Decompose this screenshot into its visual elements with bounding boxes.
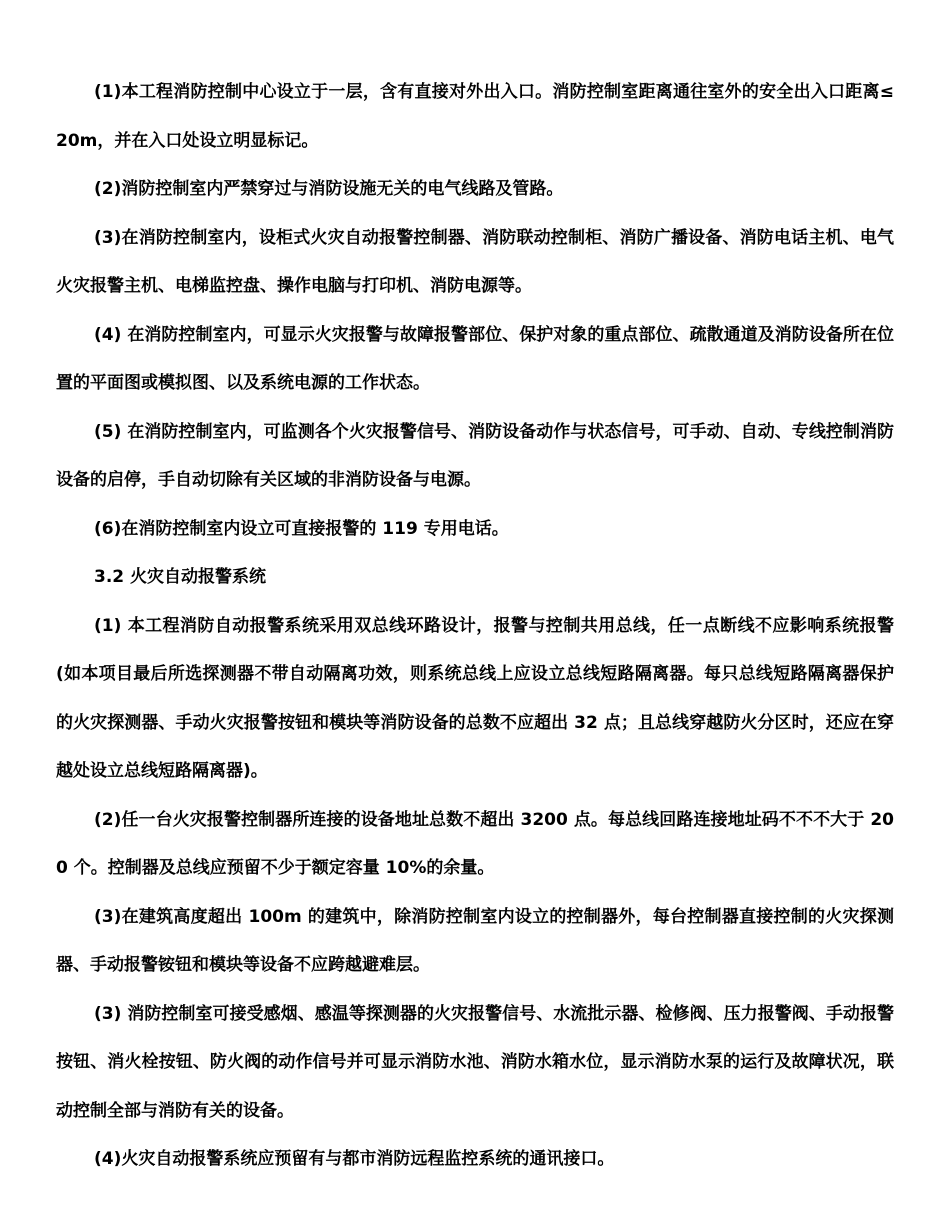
paragraph-control-center-location: (1)本工程消防控制中心设立于一层，含有直接对外出入口。消防控制室距离通往室外的安全出入口距离≤20m，并在入口处设立明显标记。 [56, 82, 894, 151]
paragraph-refuge-floor: (3)在建筑高度超出 100m 的建筑中，除消防控制室内设立的控制器外，每台控制器直接控制的火灾探测器、手动报警铵钮和模块等设备不应跨越避难层。 [56, 906, 894, 975]
paragraph-monitoring-capability: (5) 在消防控制室内，可监测各个火灾报警信号、消防设备动作与状态信号，可手动、自动、专线控制消防设备的启停，手自动切除有关区域的非消防设备与电源。 [56, 421, 894, 490]
section-heading-fire-alarm-system: 3.2 火灾自动报警系统 [94, 567, 267, 587]
paragraph-control-room-equipment: (3)在消防控制室内，设柜式火灾自动报警控制器、消防联动控制柜、消防广播设备、消防电话主机、电气火灾报警主机、电梯监控盘、操作电脑与打印机、消防电源等。 [56, 227, 894, 296]
paragraph-119-phone: (6)在消防控制室内设立可直接报警的 119 专用电话。 [94, 518, 509, 539]
paragraph-dual-bus-loop: (1) 本工程消防自动报警系统采用双总线环路设计，报警与控制共用总线，任一点断线不应影响系统报警(如本项目最后所选探测器不带自动隔离功效，则系统总线上应设立总线短路隔离器。每只总线短路隔离器保护的火灾探测器、手动火灾报警按钮和模块等消防设备的总数不应超出 32 点；且总线穿越防火分区时，还应在穿越处设立总线短路隔离器)。 [56, 615, 894, 781]
paragraph-signal-reception: (3) 消防控制室可接受感烟、感温等探测器的火灾报警信号、水流批示器、检修阀、压力报警阀、手动报警按钮、消火栓按钮、防火阀的动作信号并可显示消防水池、消防水箱水位，显示消防水泵的运行及故障状况，联动控制全部与消防有关的设备。 [56, 1003, 894, 1121]
paragraph-display-capability: (4) 在消防控制室内，可显示火灾报警与故障报警部位、保护对象的重点部位、疏散通道及消防设备所在位置的平面图或模拟图、以及系统电源的工作状态。 [56, 324, 894, 393]
paragraph-address-capacity: (2)任一台火灾报警控制器所连接的设备地址总数不超出 3200 点。每总线回路连接地址码不不不大于 200 个。控制器及总线应预留不少于额定容量 10%的余量。 [56, 809, 894, 878]
paragraph-remote-monitoring-interface: (4)火灾自动报警系统应预留有与都市消防远程监控系统的通讯接口。 [94, 1149, 615, 1169]
paragraph-no-unrelated-wiring: (2)消防控制室内严禁穿过与消防设施无关的电气线路及管路。 [94, 179, 564, 199]
